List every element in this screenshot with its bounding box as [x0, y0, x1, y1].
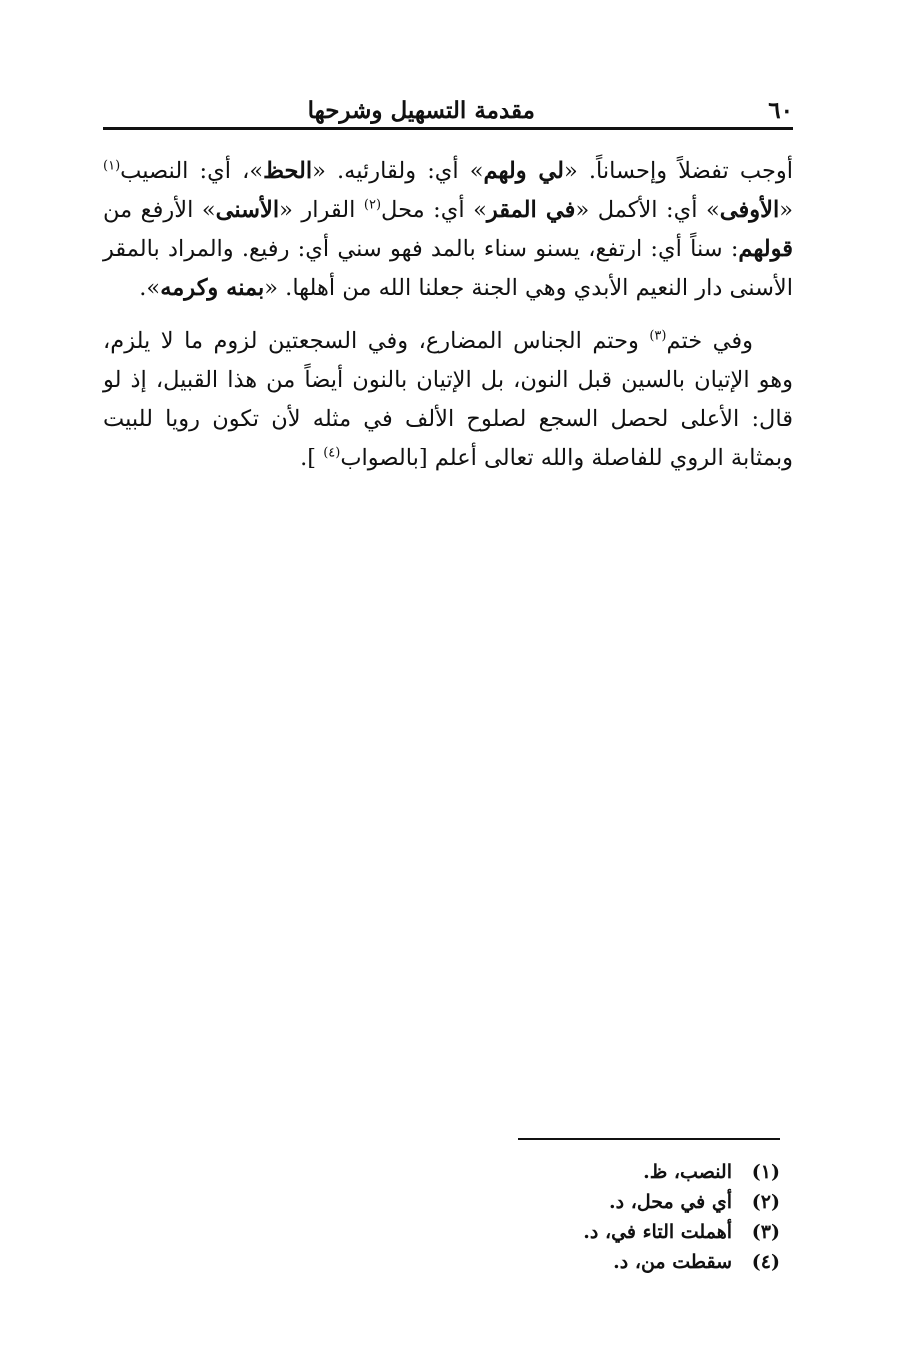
- bold-quote: لي ولهم: [483, 158, 564, 184]
- footnote-text: سقطت من، د.: [613, 1251, 732, 1273]
- bold-quote: الأسنى: [215, 197, 280, 223]
- text-run: » أي: ولقارئيه. «: [312, 158, 484, 184]
- footnote-marker-4: (٤): [323, 445, 341, 461]
- footnote-2: [440, 1187, 780, 1217]
- text-run: أوجب تفضلاً وإحساناً. «: [563, 158, 793, 184]
- bold-quote: الحظ: [263, 158, 313, 184]
- footnote-3: [440, 1217, 780, 1247]
- bold-quote: الأوفى: [719, 197, 780, 223]
- footnote-text: النصب، ظ.: [643, 1161, 732, 1183]
- main-text: [103, 152, 793, 478]
- text-run: القرار «: [279, 197, 364, 223]
- footnote-1: [440, 1157, 780, 1187]
- footnote-marker-3: (٣): [649, 328, 667, 344]
- running-header: [103, 96, 793, 128]
- footnote-4: [440, 1247, 780, 1277]
- text-run: : سناً أي: ارتفع، يسنو سناء بالمد فهو سني أي: رفيع. والمراد بالمقر الأسنى دار النعيم الأبدي وهي الجنة جعلنا الله من أهلها. «: [103, 236, 793, 301]
- text-run: وحتم الجناس المضارع، وفي السجعتين لزوم ما لا يلزم، وهو الإتيان بالسين قبل النون، بل الإتيان بالنون أيضاً من هذا القبيل، إذ لو قال: الأعلى لحصل السجع لصلوح الألف في مثله لأن تكون رويا للبيت وبمثابة الروي للفاصلة والله تعالى أعلم [بالصواب: [103, 328, 793, 471]
- footnote-text: أي في محل، د.: [609, 1191, 732, 1213]
- text-run: » أي: الأكمل «: [575, 197, 720, 223]
- text-run: ».: [139, 275, 161, 301]
- bold-quote: في المقر: [486, 197, 576, 223]
- footnote-number: (٣): [751, 1221, 780, 1243]
- text-run: وفي ختم: [666, 328, 753, 354]
- paragraph-1: [103, 152, 793, 308]
- page-number: ٦٠: [768, 97, 793, 124]
- bold-quote: بمنه وكرمه: [160, 275, 265, 301]
- paragraph-2: [103, 322, 793, 478]
- footnote-number: (٤): [751, 1251, 780, 1273]
- running-title: مقدمة التسهيل وشرحها: [307, 97, 535, 124]
- footnote-text: أهملت التاء في، د.: [583, 1221, 732, 1243]
- text-run: «: [779, 197, 793, 223]
- text-run: »، أي: النصيب: [120, 158, 264, 184]
- text-run: » أي: محل: [381, 197, 487, 223]
- bold-word: قولهم: [738, 236, 793, 262]
- footnote-number: (١): [751, 1161, 780, 1183]
- footnote-rule: [518, 1138, 780, 1140]
- footnotes: [440, 1157, 780, 1277]
- footnote-number: (٢): [751, 1191, 780, 1213]
- header-rule: [103, 127, 793, 130]
- footnote-marker-1: (١): [103, 158, 121, 174]
- footnote-marker-2: (٢): [363, 197, 382, 213]
- text-run: ].: [300, 445, 324, 471]
- text-run: » الأرفع من: [103, 197, 216, 223]
